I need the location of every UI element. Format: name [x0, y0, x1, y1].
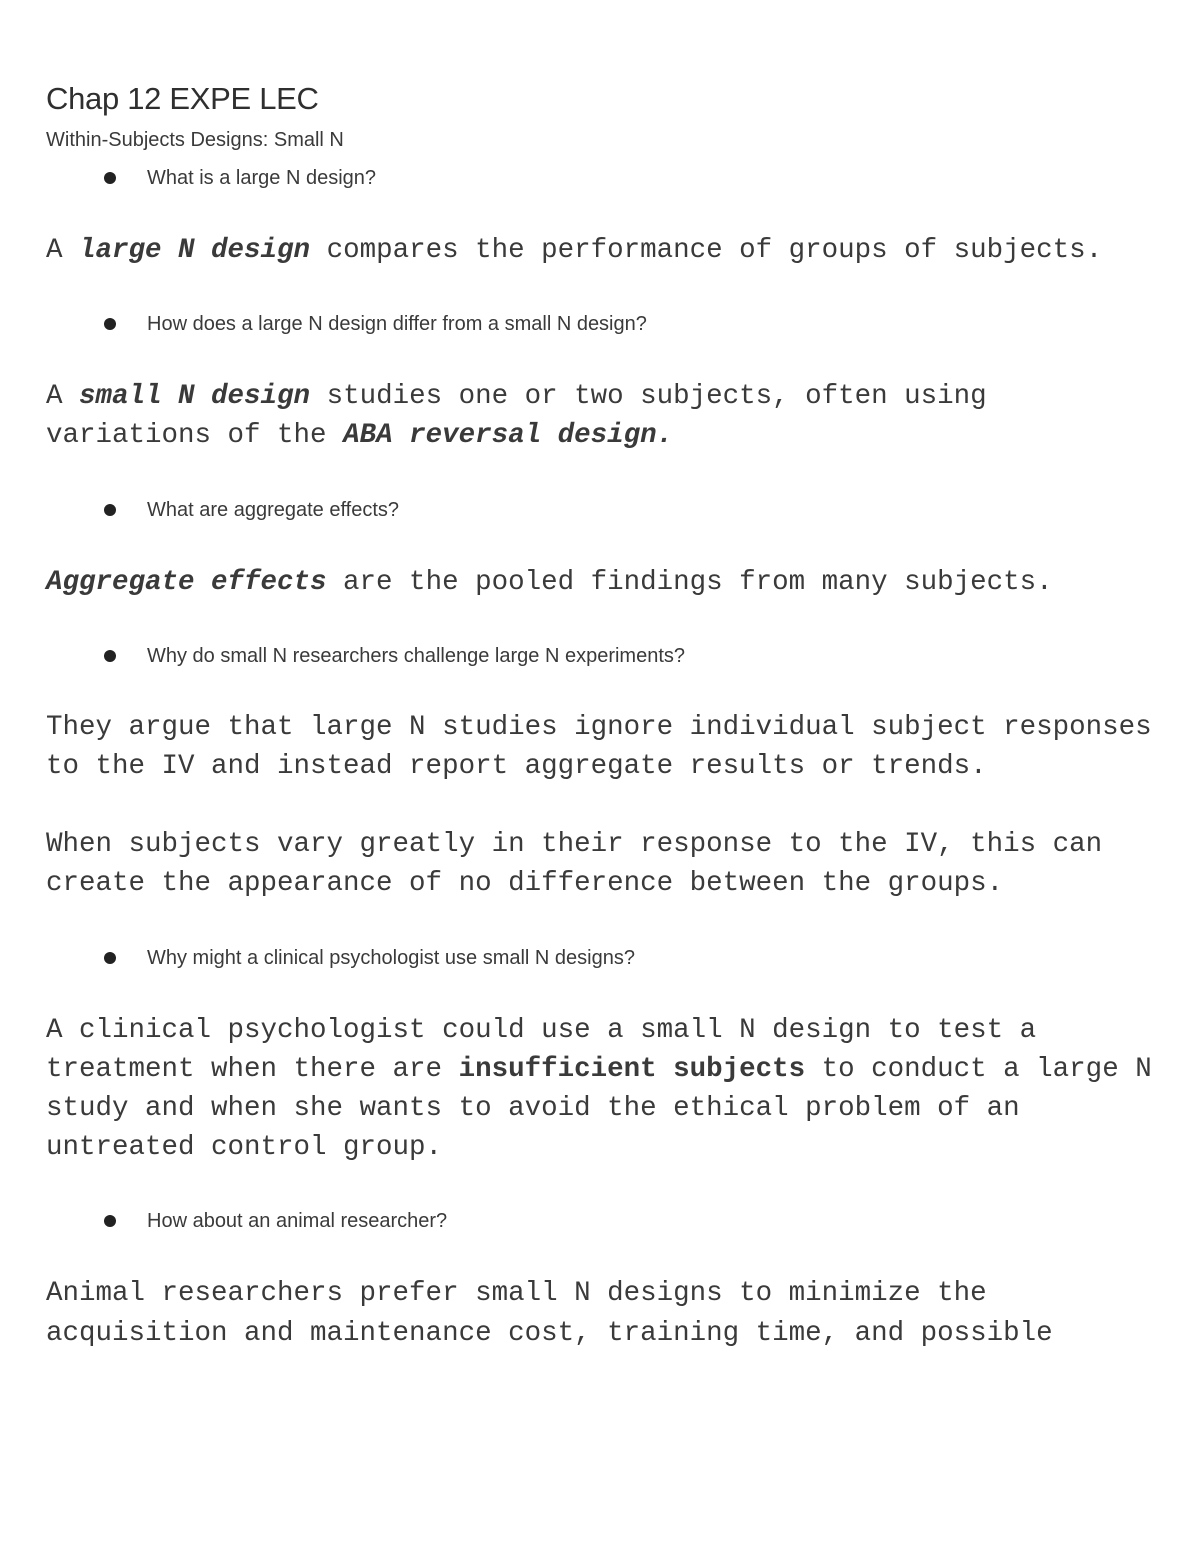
bullet-dot-icon: [104, 1215, 116, 1227]
key-term: large N design: [79, 235, 311, 266]
question-text: Why do small N researchers challenge large N experiments?: [147, 644, 686, 667]
question-bullet: [46, 166, 1166, 190]
question-bullet: [46, 946, 1166, 970]
question-text: Why might a clinical psychologist use small N designs?: [147, 946, 635, 969]
answer-text: are the pooled findings from many subjects.: [326, 566, 1053, 598]
bullet-dot-icon: [104, 318, 116, 330]
answer-text: A: [46, 381, 80, 413]
answer-paragraph: They argue that large N studies ignore individual subject responses to the IV and instead report aggregate results or trends.: [46, 711, 1152, 783]
key-term: small N design: [79, 381, 311, 413]
bullet-dot-icon: [104, 650, 116, 662]
question-text: What are aggregate effects?: [147, 498, 400, 521]
question-text: How does a large N design differ from a small N design?: [147, 313, 647, 336]
answer-paragraph: [46, 377, 1166, 455]
section-subtitle: Within-Subjects Designs: Small N: [46, 129, 344, 151]
answer-paragraph: [46, 1011, 1166, 1168]
page-title: Chap 12 EXPE LEC: [46, 81, 319, 116]
bullet-dot-icon: [104, 172, 116, 184]
answer-text: to conduct a large N study and when she wants to avoid the ethical problem of an untreated control group.: [46, 1053, 1152, 1164]
question-text: What is a large N design?: [147, 167, 377, 189]
answer-text: A: [46, 235, 80, 266]
document-page: [46, 80, 1166, 1353]
question-bullet: [46, 644, 1166, 668]
answer-paragraph: [46, 563, 1166, 602]
bullet-dot-icon: [104, 504, 116, 516]
answer-text: A clinical psychologist could use a small N design to test a treatment when there are: [46, 1014, 1037, 1085]
key-term: Aggregate effects: [46, 566, 327, 598]
key-term: insufficient subjects: [458, 1053, 806, 1085]
answer-paragraph: [46, 231, 1166, 270]
bullet-dot-icon: [104, 952, 116, 964]
answer-paragraph: Animal researchers prefer small N designs to minimize the acquisition and maintenance cost, training time, and possible: [46, 1278, 1053, 1349]
answer-text: studies one or two subjects, often using variations of the: [46, 381, 987, 452]
answer-paragraph: When subjects vary greatly in their response to the IV, this can create the appearance of no difference between the groups.: [46, 829, 1103, 900]
question-text: How about an animal researcher?: [147, 1210, 448, 1233]
key-term: ABA reversal design.: [343, 420, 674, 452]
question-bullet: [46, 1209, 1166, 1233]
question-bullet: [46, 312, 1166, 336]
question-bullet: [46, 498, 1166, 522]
answer-text: compares the performance of groups of subjects.: [310, 235, 1103, 266]
